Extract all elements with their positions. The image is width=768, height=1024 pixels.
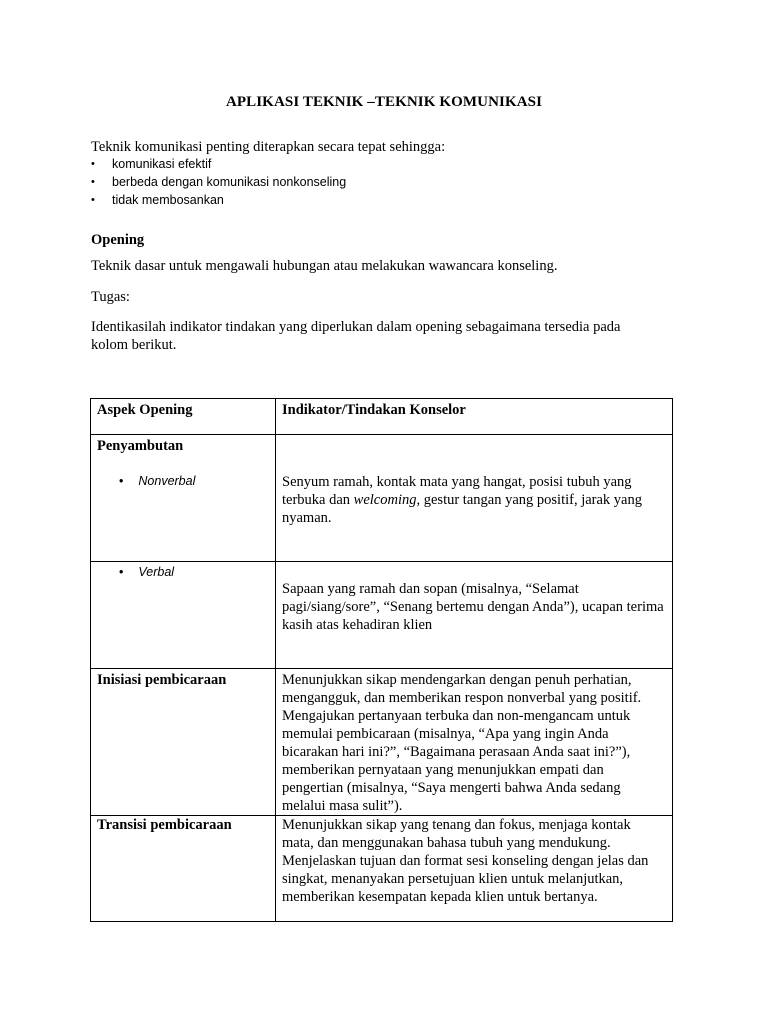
aspect-cell [91,562,276,669]
inisiasi-indicator: Menunjukkan sikap mendengarkan dengan penuh perhatian, mengangguk, dan memberikan respon nonverbal yang positif. Mengajukan pertanyaan terbuka dan non-mengancam untuk memulai pembicaraan (misalnya, “Apa yang ingin Anda bicarakan hari ini?”, “Bagaimana perasaan Anda saat ini?”), memberikan pernyataan yang menunjukkan empati dan pengertian (misalnya, “Saya mengerti bahwa Anda sedang melalui masa sulit”). [282,672,642,814]
transisi-indicator: Menunjukkan sikap yang tenang dan fokus, menjaga kontak mata, dan menggunakan bahasa tubuh yang mendukung. Menjelaskan tujuan dan format sesi konseling dengan jelas dan singkat, menanyakan persetujuan klien untuk melanjutkan, memberikan kesempatan kepada klien untuk bertanya. [282,817,649,905]
bullet-icon: • [91,194,95,206]
indicator-cell [276,669,673,816]
indicator-cell [276,816,673,922]
transisi-label: Transisi pembicaraan [97,817,232,833]
opening-heading: Opening [91,232,145,248]
intro-text: Teknik komunikasi penting diterapkan secara tepat sehingga: [91,139,446,155]
penyambutan-label: Penyambutan [97,438,184,454]
verbal-sub-item: • Verbal [119,565,175,579]
verbal-indicator: Sapaan yang ramah dan sopan (misalnya, “Selamat pagi/siang/sore”, “Senang bertemu dengan Anda”), ucapan terima kasih atas kehadiran klien [282,581,664,633]
table-row [91,562,673,669]
aspect-cell [91,669,276,816]
aspect-cell [91,435,276,562]
nonverbal-sub-item: • Nonverbal [119,474,196,488]
inisiasi-label: Inisiasi pembicaraan [97,672,227,688]
bullet-icon: • [91,176,95,188]
nonverbal-indicator: Senyum ramah, kontak mata yang hangat, posisi tubuh yang terbuka dan welcoming, gestur tangan yang positif, jarak yang nyaman. [282,474,642,526]
bullet-icon: • [119,474,124,488]
table-row [91,669,673,816]
bullet-item: • tidak membosankan [91,193,224,207]
opening-table [90,398,673,922]
bullet-icon: • [119,565,124,579]
aspect-cell [91,816,276,922]
indicator-cell [276,562,673,669]
table-header-row [91,399,673,435]
instruction-text: Identikasilah indikator tindakan yang diperlukan dalam opening sebagaimana tersedia pada kolom berikut. [91,319,621,353]
table-row [91,816,673,922]
indicator-cell [276,435,673,562]
bullet-item: • komunikasi efektif [91,157,212,171]
header-cell: Indikator/Tindakan Konselor [276,399,673,435]
tugas-label: Tugas: [91,289,130,305]
bullet-item: • berbeda dengan komunikasi nonkonseling [91,175,347,189]
bullet-list [91,155,346,209]
table-row [91,435,673,562]
bullet-icon: • [91,158,95,170]
document-title: APLIKASI TEKNIK –TEKNIK KOMUNIKASI [225,94,543,110]
header-cell: Aspek Opening [91,399,276,435]
opening-description: Teknik dasar untuk mengawali hubungan atau melakukan wawancara konseling. [91,258,558,274]
